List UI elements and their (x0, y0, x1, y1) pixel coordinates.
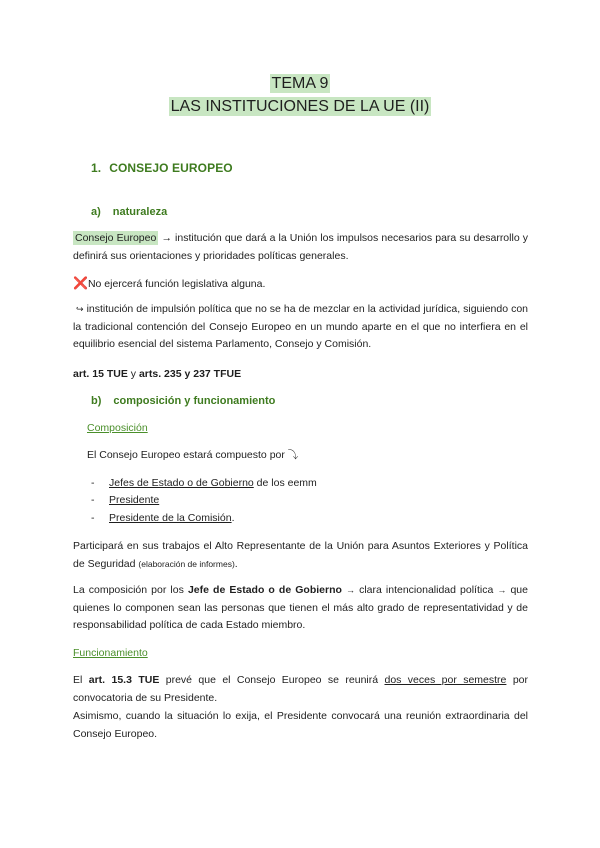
composicion-label (87, 420, 148, 437)
alto-representante-text: Participará en sus trabajos el Alto Representante de la Unión para Asuntos Exteriores y Política de Seguridad (73, 540, 528, 570)
paragraph-no-legislative (73, 275, 265, 293)
subheading-letter: b) (91, 395, 102, 407)
subheading-title: naturaleza (112, 206, 168, 218)
definition-text: institución que dará a la Unión los impulsos necesarios para su desarrollo y definirá sus orientaciones y prioridades políticas generales. (73, 232, 529, 262)
paragraph-composicion-politica (73, 582, 528, 635)
down-arrow-icon: ⤵ (287, 449, 299, 461)
cross-mark-icon: ❌ (73, 276, 88, 290)
subheading-composicion (91, 395, 275, 407)
list-item-link[interactable]: Presidente (109, 494, 160, 506)
title-line-1 (0, 73, 600, 95)
funcionamiento-pre: El (73, 674, 83, 686)
article-connector: y (130, 368, 137, 380)
title-tema: TEMA 9 (271, 75, 329, 92)
list-item-rest: . (231, 512, 235, 524)
article-tue: art. 15 TUE (73, 368, 128, 380)
title-heading: LAS INSTITUCIONES DE LA UE (II) (170, 98, 430, 115)
composicion-intro (87, 447, 298, 464)
list-item-link[interactable]: Presidente de la Comisión (109, 512, 232, 524)
subheading-title: composición y funcionamiento (113, 395, 276, 407)
paragraph-extraordinaria (73, 708, 528, 743)
informes-note: (elaboración de informes) (138, 558, 235, 569)
jefe-estado-bold: Jefe de Estado o de Gobierno (187, 584, 342, 596)
paragraph-definition (73, 230, 528, 265)
section-number: 1. (91, 161, 102, 175)
dos-veces-semestre: dos veces por semestre (384, 674, 507, 686)
impulsion-text: institución de impulsión política que no se ha de mezclar en la actividad jurídica, siguiendo con la tradicional contención del Consejo Europeo en un mundo aparte en el que no interfiera en el equilibrio esencial del sistema Parlamento, Consejo y Comisión. (73, 303, 529, 350)
hook-arrow-icon: ↪ (76, 304, 84, 314)
list-dash: - (91, 512, 95, 524)
composicion-mid: clara intencionalidad política (359, 584, 494, 596)
title-line-2 (0, 96, 600, 118)
arrow-icon: → (161, 232, 172, 244)
list-item-link[interactable]: Jefes de Estado o de Gobierno (109, 477, 254, 489)
list-item (91, 492, 159, 509)
section-heading-consejo-europeo (91, 161, 233, 175)
term-consejo-europeo: Consejo Europeo (75, 232, 157, 244)
subheading-letter: a) (91, 206, 101, 218)
funcionamiento-label (73, 645, 148, 662)
funcionamiento-link[interactable]: Funcionamiento (73, 647, 148, 659)
arrow-icon: → (346, 585, 355, 595)
no-legislative-text: No ejercerá función legislativa alguna. (87, 278, 266, 290)
subheading-naturaleza (91, 206, 167, 218)
composicion-intro-text: El Consejo Europeo estará compuesto por (87, 449, 285, 461)
arrow-icon: → (497, 585, 507, 595)
composicion-link[interactable]: Composición (87, 422, 148, 434)
list-dash: - (91, 494, 95, 506)
list-item-rest: de los eemm (253, 477, 317, 489)
paragraph-funcionamiento (73, 672, 528, 707)
list-dash: - (91, 477, 95, 489)
composicion-pre: La composición por los (73, 584, 184, 596)
article-tfue: arts. 235 y 237 TFUE (138, 368, 242, 380)
article-15-3: art. 15.3 TUE (88, 674, 160, 686)
funcionamiento-mid: prevé que el Consejo Europeo se reunirá (165, 674, 379, 686)
extraordinaria-text: Asimismo, cuando la situación lo exija, el Presidente convocará una reunión extraordinaria del Consejo Europeo. (73, 710, 528, 740)
period: . (234, 557, 238, 570)
funcionamiento-post: por convocatoria de su Presidente. (73, 674, 528, 704)
list-item (91, 475, 317, 492)
composicion-text: que quienes lo componen sean las personas que tienen el más alto grado de representatividad y de responsabilidad política de cada Estado miembro. (73, 584, 528, 631)
section-title: CONSEJO EUROPEO (109, 161, 233, 175)
paragraph-alto-representante (73, 538, 528, 573)
list-item (91, 510, 235, 527)
paragraph-articles (73, 366, 241, 383)
paragraph-impulsion (73, 301, 528, 354)
